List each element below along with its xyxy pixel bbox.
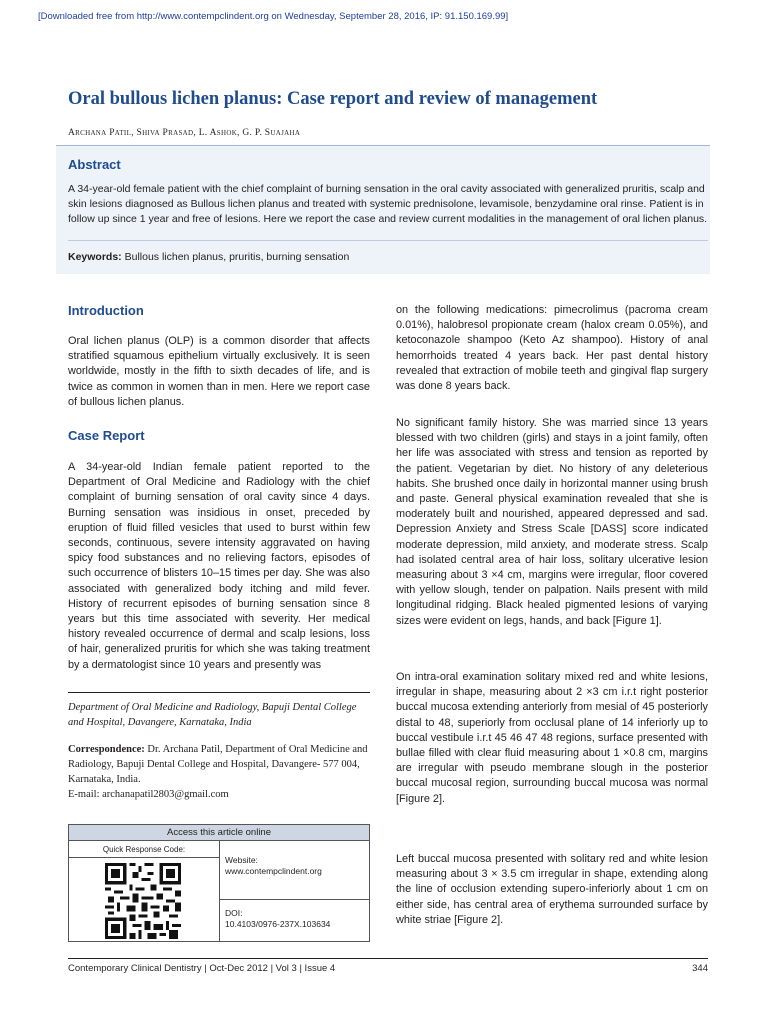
right-paragraph-4: Left buccal mucosa presented with solitary red and white lesion measuring about 3 × 3.5 cm irregular in shape, extending along the line of occlusion extending supero-inferiorly about 1 cm on either side, has central area of erythema surrounded surface by white striae [Figure 2].	[396, 853, 708, 926]
right-paragraph-3: On intra-oral examination solitary mixed red and white lesions, irregular in shape, measuring about 2 ×3 cm i.r.t right posterior buccal mucosa extending anteriorly from mesial of 45 posteriorly distal to 48, superiorly from occlusal plane of 14 inferiorly up to buccal vestibule i.r.t 45 46 47 48 regions, surface presented with bullae filled with clear fluid measuring about 1 ×0.8 cm, margins are irregular with pseudo membrane slough in the posterior buccal mucosal region, surrounding buccal mucosa was normal [Figure 2].	[396, 671, 708, 805]
keywords-line	[68, 251, 708, 263]
correspondence-text: Dr. Archana Patil, Department of Oral Medicine and Radiology, Bapuji Dental College and Hospital, Davangere- 577 004, Karnataka, India.	[68, 744, 368, 785]
affiliation-divider	[68, 692, 370, 693]
right-paragraph-1: on the following medications: pimecrolimus (pacroma cream 0.01%), halobresol propionate cream (halox cream 0.05%), and ketoconazole shampoo (Keto Az shampoo). History of anal hemorrhoids treated 4 years back. Her past dental history revealed that extraction of mobile teeth and gingival flap surgery was done 8 years back.	[396, 304, 708, 393]
correspondence	[68, 742, 370, 802]
doi-value: 10.4103/0976-237X.103634	[225, 919, 331, 929]
keywords-divider	[68, 240, 708, 241]
correspondence-label: Correspondence:	[68, 744, 145, 755]
correspondence-email: E-mail: archanapatil2803@gmail.com	[68, 789, 229, 800]
abstract-text: A 34-year-old female patient with the chief complaint of burning sensation in the oral cavity associated with generalized pruritis, scalp and skin lesions diagnosed as Bullous lichen planus and treated with systemic prednisolone, levamisole, benzydamine oral rinse. Patient is in follow up since 1 year and free of lesions. Here we report the case and review current modalities in the management of oral lichen planus.	[68, 183, 708, 225]
right-paragraph-2: No significant family history. She was married since 13 years blessed with two children (girls) and stays in a joint family, often her life was associated with stress and tension as reported by the patient. Vegetarian by diet. No history of any deleterious habits. She brushed once daily in horizontal manner using brush and paste. General physical examination revealed that she is moderately built and nourished, appeared depressed and sad. Depression Anxiety and Stress Scale [DASS] score indicated moderate depression, mild anxiety, and moderate stress. Scalp had isolated central area of hair loss, solitary ulcerative lesion measuring about 3 ×4 cm, margins were irregular, floor covered with yellow slough, tender on palpation. Nails present with mild longitudinal ridging. Black healed pigmented lesions of varying sizes were evident on legs, hands, and back [Figure 1].	[396, 417, 708, 627]
website-label: Website:	[225, 855, 258, 865]
access-column-divider	[219, 841, 220, 942]
keywords-label: Keywords:	[68, 251, 122, 263]
qr-code-icon	[105, 863, 181, 939]
affiliation: Department of Oral Medicine and Radiology, Bapuji Dental College and Hospital, Davangere, Karnataka, India	[68, 702, 357, 728]
access-article-box	[68, 824, 370, 942]
article-title: Oral bullous lichen planus: Case report and review of management	[68, 89, 598, 109]
website-link[interactable]: www.contempclindent.org	[225, 866, 322, 876]
page-number: 344	[692, 963, 708, 974]
website-divider	[219, 899, 370, 900]
journal-footer: Contemporary Clinical Dentistry | Oct-Dec 2012 | Vol 3 | Issue 4	[68, 963, 336, 974]
author-list: Archana Patil, Shiva Prasad, L. Ashok, G. P. Suajaha	[68, 128, 301, 138]
abstract-heading: Abstract	[68, 157, 121, 172]
doi-label: DOI:	[225, 908, 243, 918]
qr-label: Quick Response Code:	[102, 845, 186, 854]
access-heading: Access this article online	[69, 825, 369, 841]
introduction-text: Oral lichen planus (OLP) is a common disorder that affects stratified squamous epithelium virtually exclusively. It is seen worldwide, mostly in the fifth to sixth decades of life, and is twice as common in women than in men. Here we report case of bullous lichen planus.	[68, 335, 370, 408]
case-report-text: A 34-year-old Indian female patient reported to the Department of Oral Medicine and Radiology with the chief complaint of burning sensation of oral cavity since 4 days. Burning sensation was insidious in onset, preceded by eruption of fluid filled vesicles that used to burst within few seconds, continuous, severe intensity aggravated on having spicy food substances and no relieving factors, episodes of such occurrence of blisters 10–15 times per day. She was also associated with generalized body itching and mild fever. History of recurrent episodes of burning sensation since 8 years but this time associated with severity. Her medical history revealed occurrence of dermal and scalp lesions, loss of hair, generalized pruritis for which she was taking treatment by a dermatologist since 10 years and presently was	[68, 461, 370, 671]
qr-label-divider	[69, 857, 219, 858]
introduction-heading: Introduction	[68, 303, 144, 318]
download-notice: [Downloaded free from http://www.contempclindent.org on Wednesday, September 28, 2016, IP: 91.150.169.99]	[38, 11, 509, 22]
case-report-heading: Case Report	[68, 428, 145, 443]
keywords-text: Bullous lichen planus, pruritis, burning sensation	[121, 251, 350, 263]
footer-divider	[68, 958, 708, 959]
